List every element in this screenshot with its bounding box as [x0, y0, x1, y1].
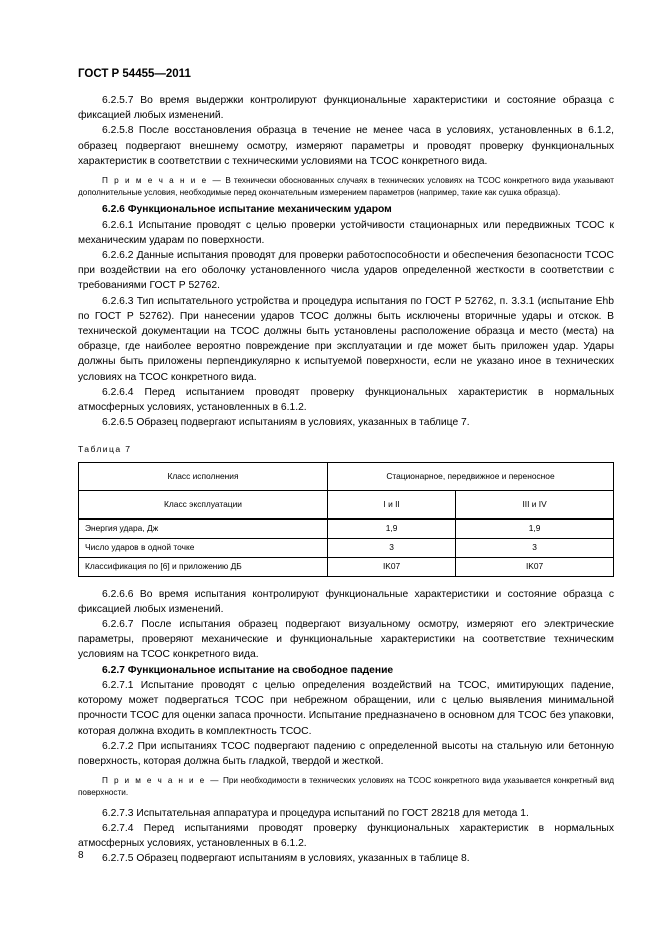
table-cell: 3	[456, 538, 614, 557]
table-cell: IK07	[456, 557, 614, 576]
table-header-cell: Стационарное, передвижное и переносное	[328, 462, 614, 490]
paragraph: 6.2.7.3 Испытательная аппаратура и процедура испытаний по ГОСТ 28218 для метода 1.	[102, 807, 529, 819]
page-number: 8	[78, 850, 84, 861]
table-header-cell: I и II	[328, 490, 456, 519]
paragraph: 6.2.6.7 После испытания образец подвергают визуальному осмотру, измеряют его электрические параметры, проверяют механические и функциональные характеристики на соответствие техническим условиям на ТСОС конкретного вида.	[78, 619, 614, 661]
paragraph: 6.2.7.4 Перед испытаниями проводят проверку функциональных характеристик в нормальных атмосферных условиях, установленных в 6.1.2.	[78, 822, 614, 849]
table-row	[79, 538, 614, 557]
paragraph: 6.2.6.4 Перед испытанием проводят проверку функциональных характеристик в нормальных атмосферных условиях, установленных в 6.1.2.	[78, 386, 614, 414]
paragraph: 6.2.7.2 При испытаниях ТСОС подвергают падению с определенной высоты на стальную или бетонную поверхность, которая должна быть гладкой, твердой и жесткой.	[78, 740, 614, 767]
table-row	[79, 557, 614, 576]
paragraph: 6.2.5.8 После восстановления образца в течение не менее часа в условиях, установленных в 6.1.2, образец подвергают внешнему осмотру, измеряют параметры и проводят проверку функциональных характеристик в соответствии с техническими условиями на ТСОС конкретного вида.	[78, 125, 614, 167]
note	[78, 775, 614, 799]
table-caption: Таблица 7	[78, 444, 132, 455]
paragraph: 6.2.6.3 Тип испытательного устройства и процедура испытания по ГОСТ Р 52762, п. 3.3.1 (испытание Ehb по ГОСТ Р 52762). При нанесении ударов ТСОС должны быть исключены вторичные удары и отскок. В технической документации на ТСОС должны быть установлены расположение образца и место (места) на образце, где наиболее вероятно повреждение при эксплуатации и где может быть приложен удар. Удары должны быть приложены перпендикулярно к испытуемой поверхности, если не указано иное в технических условиях на ТСОС конкретного вида.	[78, 295, 614, 383]
paragraph: 6.2.7.1 Испытание проводят с целью определения воздействий на ТСОС, имитирующих падение, которому может подвергаться ТСОС при небрежном обращении, или с целью выявления минимальной прочности ТСОС для оценки запаса прочности. Испытание предназначено в основном для ТСОС без упаковки, которая должна входить в комплектность ТСОС.	[78, 679, 614, 737]
note-text: При необходимости в технических условиях на ТСОС конкретного вида указывается конкретный вид поверхности.	[78, 776, 615, 798]
table-row	[79, 519, 614, 539]
table-cell: Классификация по [6] и приложению ДБ	[79, 557, 328, 576]
note	[78, 175, 614, 199]
paragraph: 6.2.5.7 Во время выдержки контролируют функциональные характеристики и состояние образца с фиксацией любых изменений.	[78, 95, 614, 122]
table-7	[78, 462, 614, 577]
paragraph: 6.2.6.2 Данные испытания проводят для проверки работоспособности и обеспечения безопасности ТСОС при воздействии на его оболочку установленного числа ударов определенной жесткости в соответствии с требованиями ГОСТ Р 52762.	[78, 250, 614, 292]
section-heading: 6.2.6 Функциональное испытание механическим ударом	[102, 204, 392, 216]
paragraph: 6.2.6.6 Во время испытания контролируют функциональные характеристики и состояние образца с фиксацией любых изменений.	[78, 588, 614, 615]
document-header: ГОСТ Р 54455—2011	[78, 68, 191, 80]
table-cell: 1,9	[328, 519, 456, 539]
note-text: В технически обоснованных случаях в технических условиях на ТСОС конкретного вида указывают дополнительные условия, необходимые перед окончательным измерением параметров (например, такие как сушка образца).	[78, 176, 614, 198]
table-cell: Энергия удара, Дж	[79, 519, 328, 539]
paragraph: 6.2.6.1 Испытание проводят с целью проверки устойчивости стационарных или передвижных ТСОС к механическим ударам по поверхности.	[78, 219, 614, 246]
table-cell: 1,9	[456, 519, 614, 539]
table-header-cell: Класс эксплуатации	[79, 490, 328, 519]
note-label: П р и м е ч а н и е —	[102, 776, 221, 786]
section-heading: 6.2.7 Функциональное испытание на свободное падение	[102, 664, 394, 676]
table-cell: 3	[328, 538, 456, 557]
table-header-cell: Класс исполнения	[79, 462, 328, 490]
table-cell: IK07	[328, 557, 456, 576]
table-cell: Число ударов в одной точке	[79, 538, 328, 557]
note-label: П р и м е ч а н и е —	[102, 176, 223, 186]
paragraph: 6.2.7.5 Образец подвергают испытаниям в условиях, указанных в таблице 8.	[102, 853, 470, 865]
paragraph: 6.2.6.5 Образец подвергают испытаниям в условиях, указанных в таблице 7.	[102, 417, 470, 429]
table-header-cell: III и IV	[456, 490, 614, 519]
page-body	[78, 93, 614, 866]
